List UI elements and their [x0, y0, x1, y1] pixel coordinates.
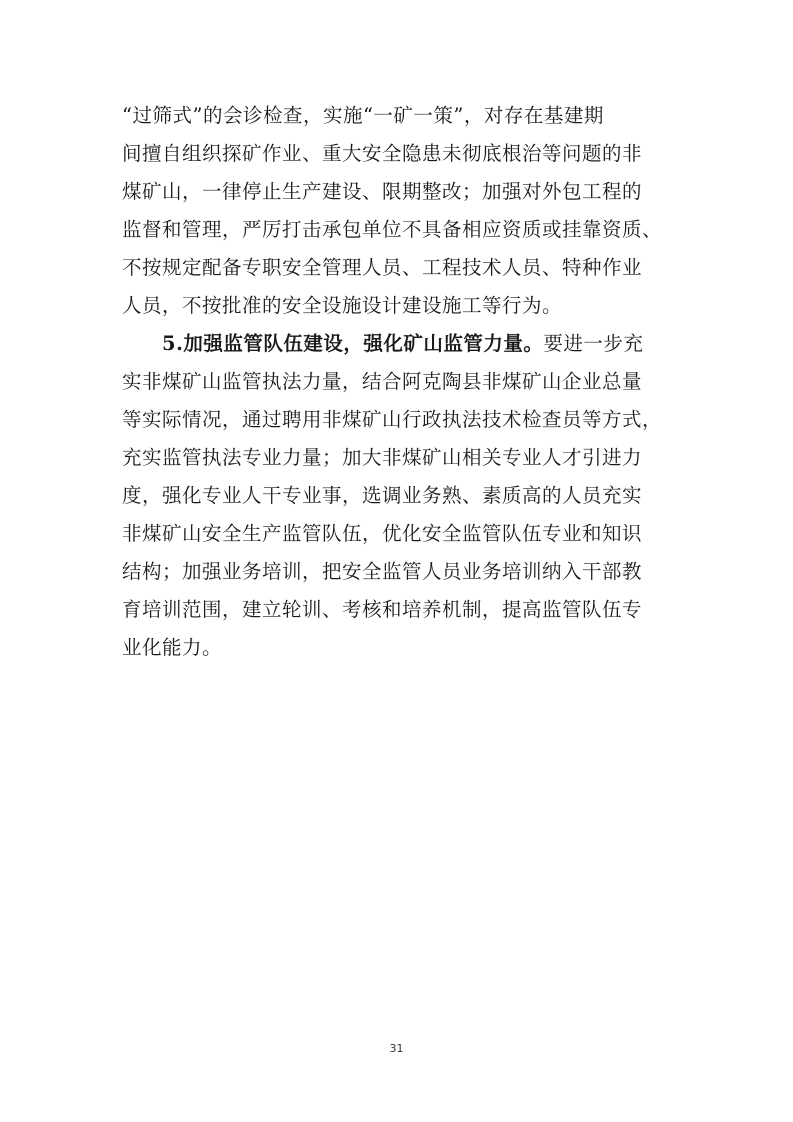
body-text-line: “过筛式”的会诊检查，实施“一矿一策”，对存在基建期	[122, 104, 604, 127]
body-text-line: 实非煤矿山监管执法力量，结合阿克陶县非煤矿山企业总量	[122, 370, 643, 393]
body-text-line: 不按规定配备专职安全管理人员、工程技术人员、特种作业	[122, 256, 643, 279]
body-text-line: 等实际情况，通过聘用非煤矿山行政执法技术检查员等方式，	[122, 408, 663, 431]
body-text-line: 间擅自组织探矿作业、重大安全隐患未彻底根治等问题的非	[122, 142, 643, 165]
section-5-first-line	[162, 331, 682, 357]
body-text-line: 非煤矿山安全生产监管队伍，优化安全监管队伍专业和知识	[122, 522, 643, 545]
page-number: 31	[389, 1042, 404, 1055]
section-5-heading: 5.加强监管队伍建设，强化矿山监管力量。	[162, 332, 544, 355]
section-5-text: 要进一步充	[543, 332, 644, 355]
body-text-line: 监督和管理，严厉打击承包单位不具备相应资质或挂靠资质、	[122, 218, 663, 241]
body-text-line: 人员，不按批准的安全设施设计建设施工等行为。	[122, 294, 563, 317]
body-text-line: 结构；加强业务培训，把安全监管人员业务培训纳入干部教	[122, 560, 643, 583]
body-text-line: 度，强化专业人干专业事，选调业务熟、素质高的人员充实	[122, 484, 643, 507]
body-text-line: 煤矿山，一律停止生产建设、限期整改；加强对外包工程的	[122, 180, 643, 203]
body-text-line: 育培训范围，建立轮训、考核和培养机制，提高监管队伍专	[122, 598, 643, 621]
body-text-line: 业化能力。	[122, 636, 223, 659]
body-text-line: 充实监管执法专业力量；加大非煤矿山相关专业人才引进力	[122, 446, 643, 469]
